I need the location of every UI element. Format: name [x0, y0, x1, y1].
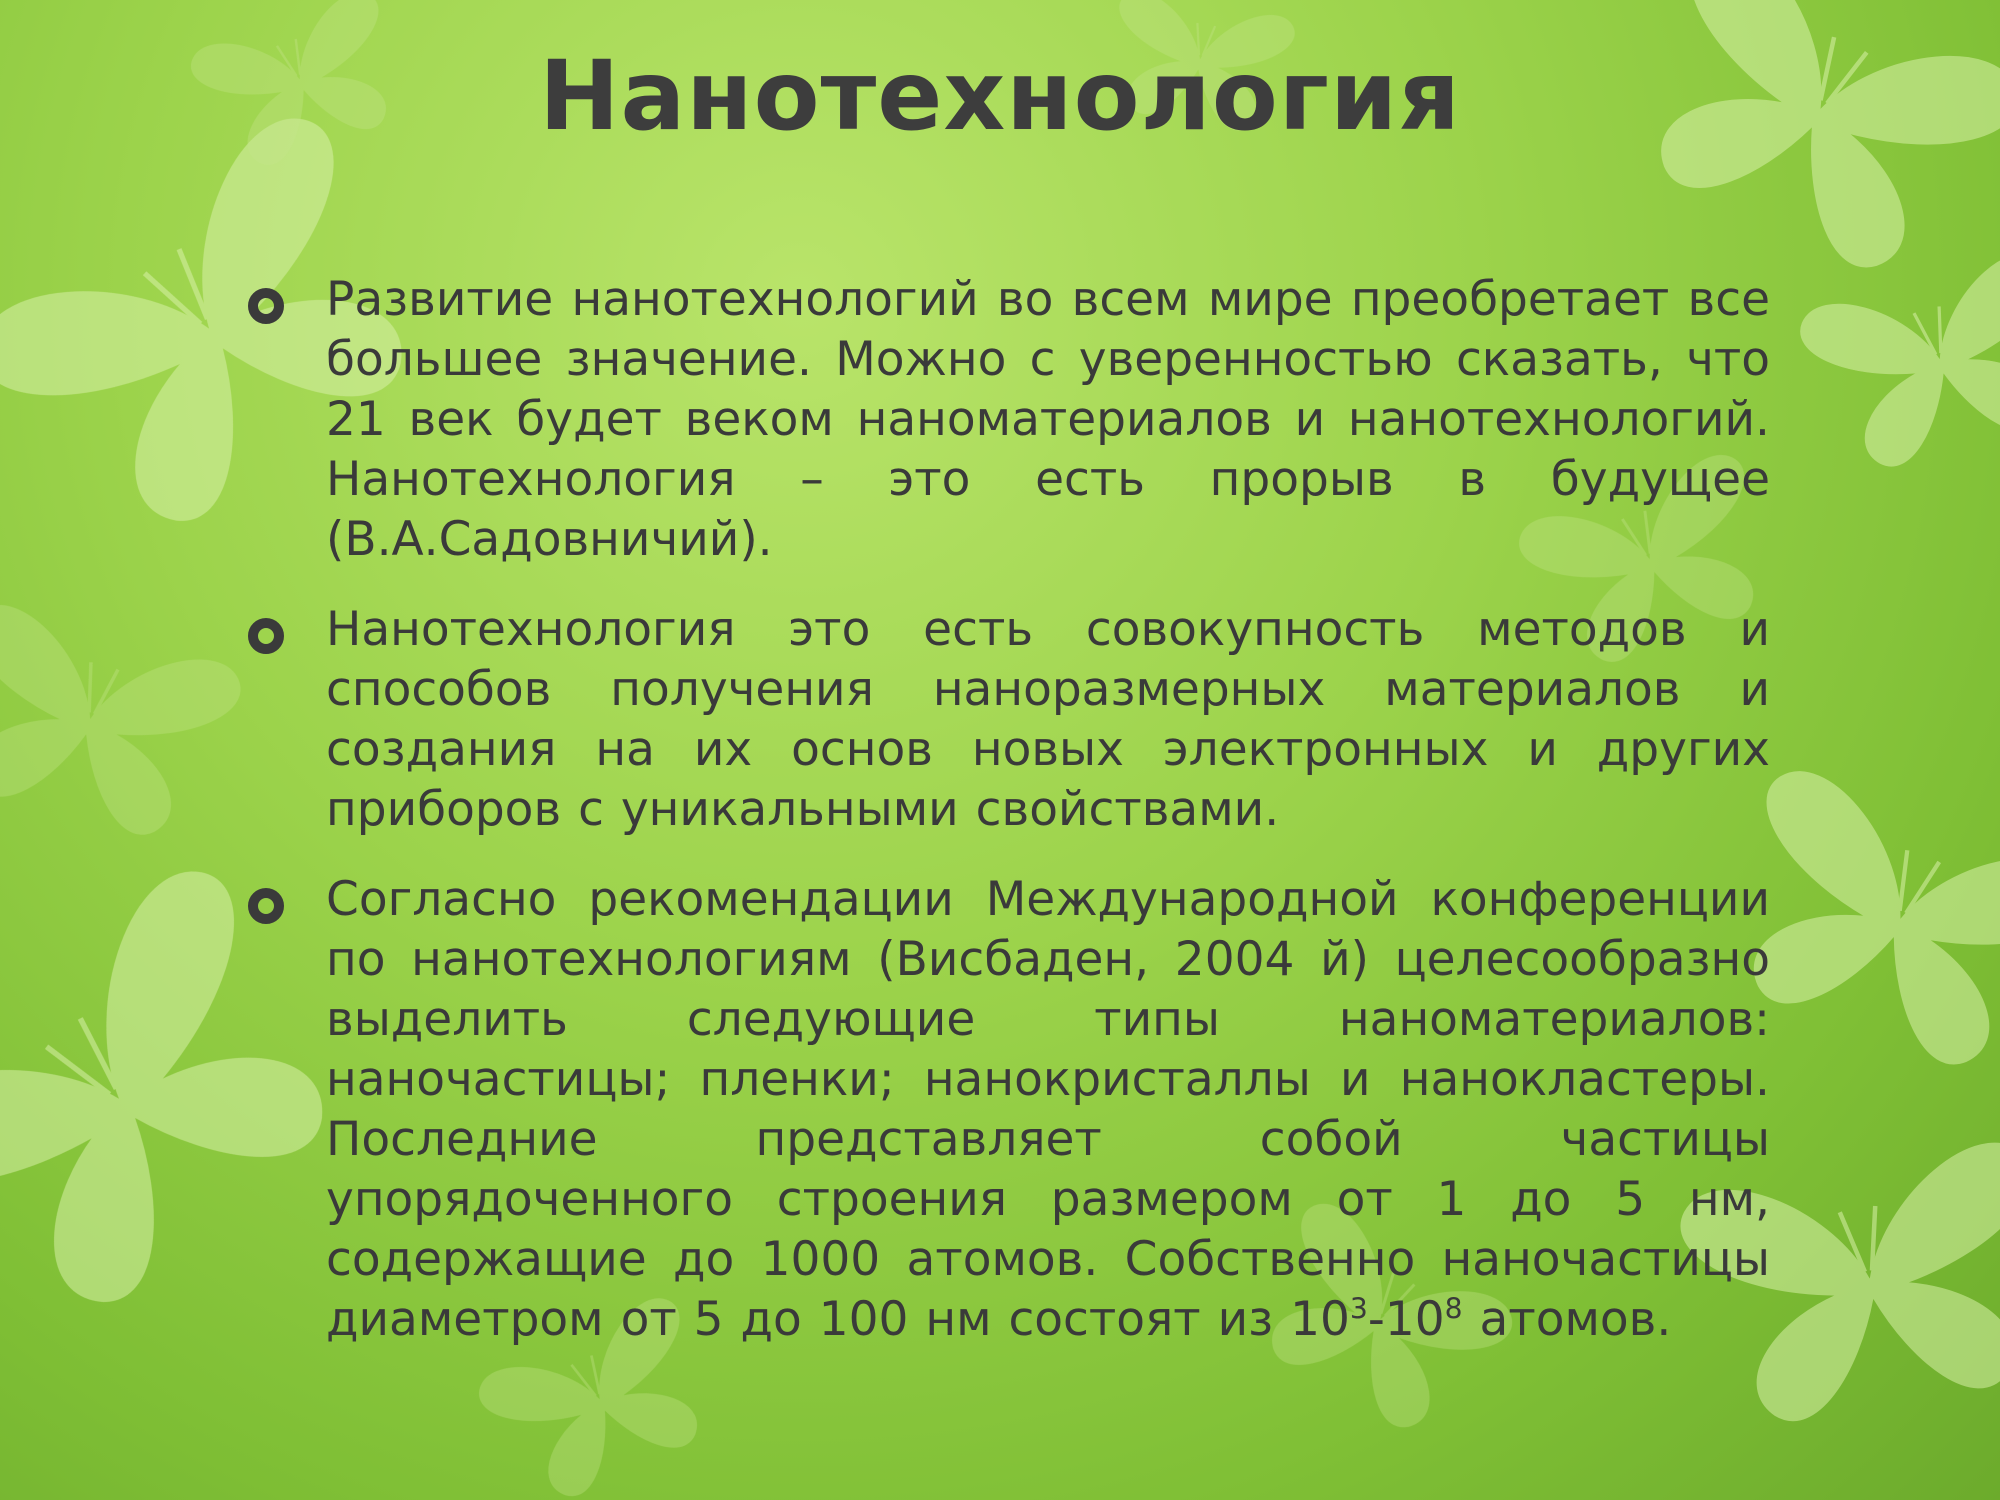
bullet-item [248, 870, 1770, 1350]
hollow-circle-bullet-icon [248, 888, 284, 924]
power-base: 10 [1384, 1292, 1445, 1347]
hollow-circle-bullet-icon [248, 288, 284, 324]
bullet-item [248, 600, 1770, 840]
bullet-text: Развитие нанотехнологий во всем мире преобретает все большее значение. Можно с уверенностью сказать, что 21 век будет веком наноматериалов и нанотехнологий. Нанотехнология – это есть прорыв в будущее (В.А.Садовничий). [326, 272, 1770, 567]
range-dash: - [1367, 1292, 1385, 1347]
bullet-text-body: Согласно рекомендации Международной конференции по нанотехнологиям (Висбаден, 2004 й) целесообразно выделить следующие типы наноматериалов: наночастицы; пленки; нанокристаллы и нанокластеры. Последние представляет собой частицы упорядоченного строения размером от 1 до 5 нм, содержащие до 1000 атомов. Собственно наночастицы диаметром от 5 до 100 нм состоят из [326, 872, 1770, 1347]
bullet-text [326, 870, 1770, 1350]
bullet-list [248, 270, 1770, 1380]
power-base: 10 [1290, 1292, 1350, 1347]
bullet-item [248, 270, 1770, 570]
hollow-circle-bullet-icon [248, 618, 284, 654]
power-exponent: 8 [1444, 1292, 1463, 1326]
slide-title: Нанотехнология [539, 40, 1461, 152]
bullet-text: Нанотехнология это есть совокупность методов и способов получения наноразмерных материалов и создания на их основ новых электронных и других приборов с уникальными свойствами. [326, 602, 1770, 837]
power-exponent: 3 [1349, 1292, 1368, 1326]
bullet-text-end: атомов. [1462, 1292, 1672, 1347]
